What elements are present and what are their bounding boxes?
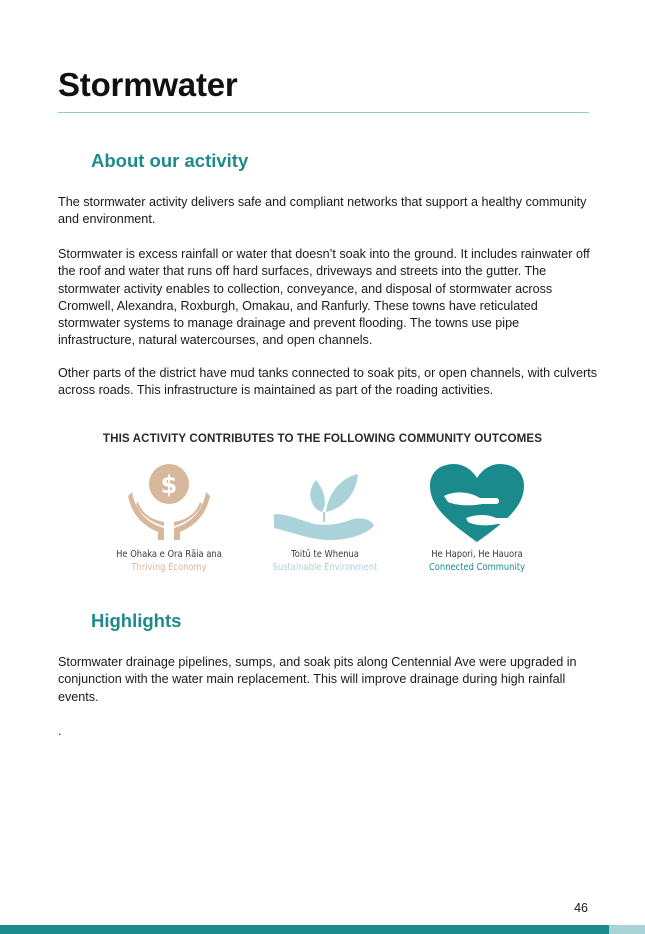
outcome-maori-label: He Hapori, He Hauora: [431, 549, 523, 560]
outcome-english-label: Connected Community: [428, 562, 526, 573]
outcome-maori-label: He Ōhaka e Ora Rāia ana: [116, 549, 222, 560]
footer-bar: [0, 925, 645, 934]
about-heading: About our activity: [91, 150, 249, 171]
outcome-english-label: Sustainable Environment: [272, 562, 378, 573]
title-divider: [58, 112, 589, 113]
outcome-connected-community: [402, 462, 552, 574]
highlights-paragraph-1: Stormwater drainage pipelines, sumps, and soak pits along Centennial Ave were upgraded in conjunction with the water main replacement. This will improve drainage during high rainfall events.: [58, 655, 577, 704]
outcome-english-label: Thriving Economy: [131, 562, 207, 573]
hands-coin-icon: [114, 462, 224, 544]
page-number: 46: [574, 901, 588, 915]
page-title: Stormwater: [58, 66, 238, 103]
about-paragraph-3: Other parts of the district have mud tanks connected to soak pits, or open channels, with culverts across roads. This infrastructure is maintained as part of the roading activities.: [58, 366, 598, 398]
footer-bar-tip: [609, 925, 645, 934]
highlights-paragraph-2: .: [58, 724, 62, 738]
footer-bar-main: [0, 925, 609, 934]
about-paragraph-2: Stormwater is excess rainfall or water that doesn’t soak into the ground. It includes rainwater off the roof and water that runs off hard surfaces, driveways and streets into the gutter. The stormwater activity enables to collection, conveyance, and disposal of stormwater across Cromwell, Alexandra, Roxburgh, Omakau, and Ranfurly. These towns have reticulated stormwater systems to manage drainage and prevent flooding. The towns use pipe infrastructure, natural watercourses, and open channels.: [58, 247, 590, 348]
svg-text:$: $: [160, 471, 178, 499]
outcome-maori-label: Toitū te Whenua: [291, 549, 359, 560]
outcomes-heading: THIS ACTIVITY CONTRIBUTES TO THE FOLLOWING COMMUNITY OUTCOMES: [102, 432, 543, 445]
heart-hands-icon: [422, 462, 532, 544]
hand-leaves-icon: [270, 462, 380, 544]
outcome-sustainable-environment: [250, 462, 400, 574]
highlights-heading: Highlights: [91, 610, 182, 631]
outcome-thriving-economy: [94, 462, 244, 574]
about-paragraph-1: The stormwater activity delivers safe and compliant networks that support a healthy community and environment.: [58, 195, 587, 227]
